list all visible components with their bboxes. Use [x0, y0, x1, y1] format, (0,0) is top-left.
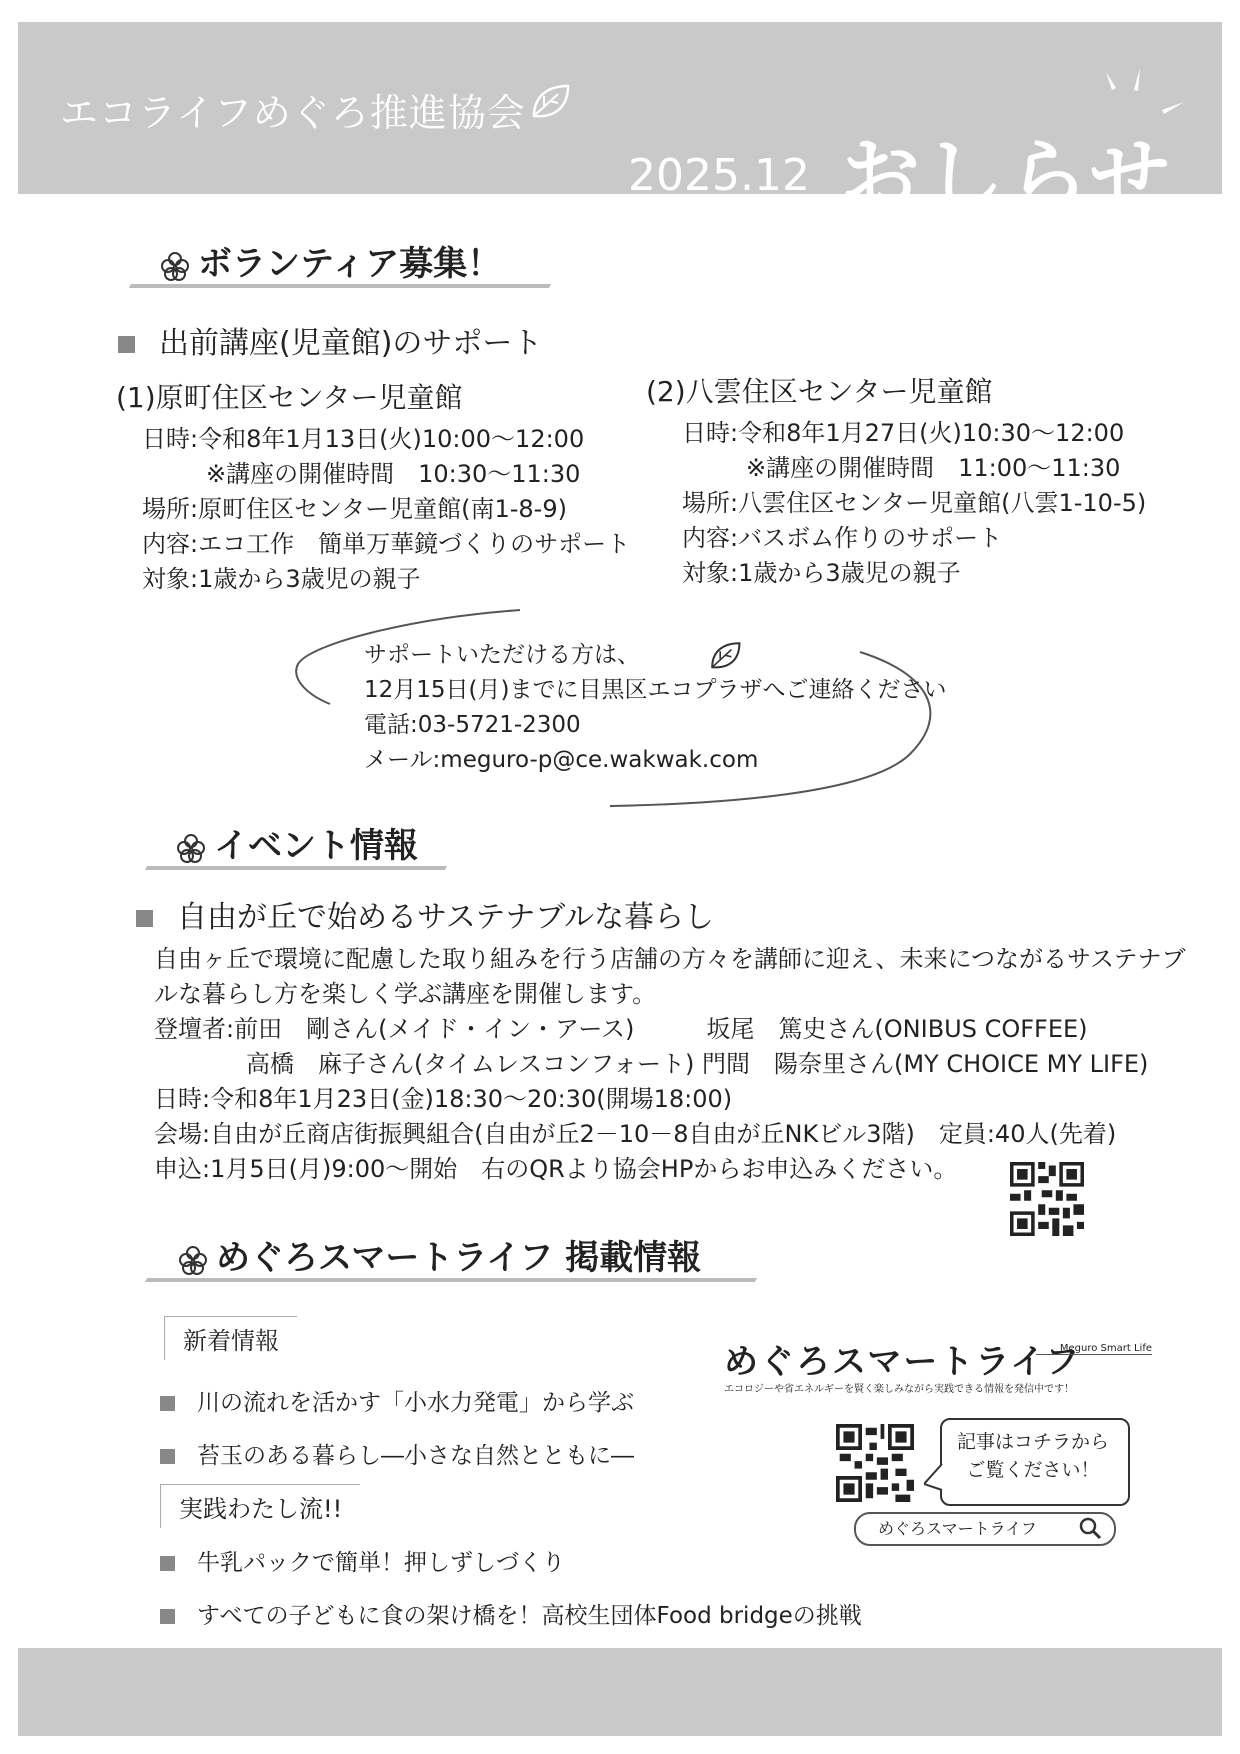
page-title: おしらせ	[840, 130, 1174, 223]
venue-target: 対象:1歳から3歳児の親子	[682, 559, 961, 587]
venue-note: ※講座の開催時間 10:30～11:30	[206, 460, 581, 488]
search-icon[interactable]	[1078, 1516, 1102, 1540]
event-speakers-2: 高橋 麻子さん(タイムレスコンフォート) 門間 陽奈里さん(MY CHOICE MY LIFE)	[246, 1050, 1149, 1078]
list-item[interactable]: 川の流れを活かす「小水力発電」から学ぶ	[160, 1384, 634, 1417]
venue-target: 対象:1歳から3歳児の親子	[142, 565, 421, 593]
square-bullet	[160, 1556, 175, 1571]
contact-email: メール:meguro-p@ce.wakwak.com	[364, 747, 759, 773]
event-speakers-1: 登壇者:前田 剛さん(メイド・イン・アース) 坂尾 篤史さん(ONIBUS COFFEE)	[154, 1015, 1088, 1043]
venue-2	[646, 370, 1146, 591]
section-heading-smartlife: めぐろスマートライフ 掲載情報	[178, 1230, 701, 1279]
venue-note: ※講座の開催時間 11:00～11:30	[746, 454, 1121, 482]
rays-icon	[1100, 64, 1190, 134]
section-heading-event: イベント情報	[176, 818, 418, 867]
qr-code-event[interactable]	[1010, 1162, 1084, 1236]
venue-content: 内容:バスボム作りのサポート	[682, 524, 1003, 552]
new-info-label: 新着情報	[164, 1316, 297, 1360]
heading-underline	[145, 866, 447, 870]
venue-name: (2)八雲住区センター児童館	[646, 375, 993, 408]
venue-place: 場所:八雲住区センター児童館(八雲1-10-5)	[682, 489, 1147, 517]
venue-datetime: 日時:令和8年1月27日(火)10:30～12:00	[682, 419, 1125, 447]
leaf-icon	[528, 82, 572, 122]
flower-icon	[160, 251, 190, 281]
contact-deadline: 12月15日(月)までに目黒区エコプラザへご連絡ください	[364, 677, 947, 703]
venue-1	[116, 376, 630, 597]
venue-datetime: 日時:令和8年1月13日(火)10:00～12:00	[142, 425, 585, 453]
contact-box	[364, 638, 946, 778]
venue-content: 内容:エコ工作 簡単万華鏡づくりのサポート	[142, 530, 631, 558]
square-bullet	[136, 910, 153, 927]
event-apply: 申込:1月5日(月)9:00～開始 右のQRより協会HPからお申込みください。	[154, 1155, 958, 1183]
subheading-event: 自由が丘で始めるサステナブルな暮らし	[136, 892, 714, 936]
event-desc-1: 自由ヶ丘で環境に配慮した取り組みを行う店舗の方々を講師に迎え、未来につながるサステナブ	[154, 945, 1186, 973]
leaf-icon	[707, 640, 743, 672]
footer-band	[18, 1648, 1222, 1736]
event-datetime: 日時:令和8年1月23日(金)18:30～20:30(開場18:00)	[154, 1085, 733, 1113]
practice-label: 実践わたし流!!	[160, 1484, 360, 1528]
callout-text: 記事はコチラから ご覧ください！	[956, 1431, 1109, 1481]
practice-list	[160, 1544, 862, 1630]
square-bullet	[160, 1449, 175, 1464]
venue-name: (1)原町住区センター児童館	[116, 381, 463, 414]
event-venue: 会場:自由が丘商店街振興組合(自由が丘2－10－8自由が丘NKビル3階) 定員:40人(先着)	[154, 1120, 1117, 1148]
venue-place: 場所:原町住区センター児童館(南1-8-9)	[142, 495, 567, 523]
event-desc-2: ルな暮らし方を楽しく学ぶ講座を開催します。	[154, 980, 657, 1008]
org-name: エコライフめぐろ推進協会	[60, 91, 526, 135]
flower-icon	[178, 1245, 208, 1275]
smartlife-logo-en: Meguro Smart Life	[1036, 1343, 1152, 1355]
flower-icon	[176, 833, 206, 863]
heading-underline	[129, 284, 551, 288]
subheading-volunteer: 出前講座(児童館)のサポート	[118, 318, 542, 362]
square-bullet	[118, 336, 135, 353]
square-bullet	[160, 1396, 175, 1411]
smartlife-tagline: エコロジーや省エネルギーを賢く楽しみながら実践できる情報を発信中です！	[724, 1384, 1074, 1395]
contact-phone: 電話:03-5721-2300	[364, 712, 581, 738]
list-item[interactable]: 牛乳パックで簡単！押しずしづくり	[160, 1544, 862, 1577]
event-details	[154, 942, 1186, 1187]
search-text: めぐろスマートライフ	[878, 1519, 1037, 1538]
contact-line1: サポートいただける方は、	[364, 638, 946, 673]
list-item[interactable]: 苔玉のある暮らし―小さな自然とともに―	[160, 1437, 634, 1470]
square-bullet	[160, 1609, 175, 1624]
heading-underline	[145, 1278, 757, 1282]
issue-date: 2025.12	[628, 150, 810, 201]
section-heading-volunteer: ボランティア募集！	[160, 236, 501, 285]
list-item[interactable]: すべての子どもに食の架け橋を！高校生団体Food bridgeの挑戦	[160, 1597, 862, 1630]
smartlife-logo: めぐろスマートライフ	[724, 1342, 1082, 1382]
qr-code-smartlife[interactable]	[836, 1424, 914, 1502]
new-info-list	[160, 1384, 634, 1470]
